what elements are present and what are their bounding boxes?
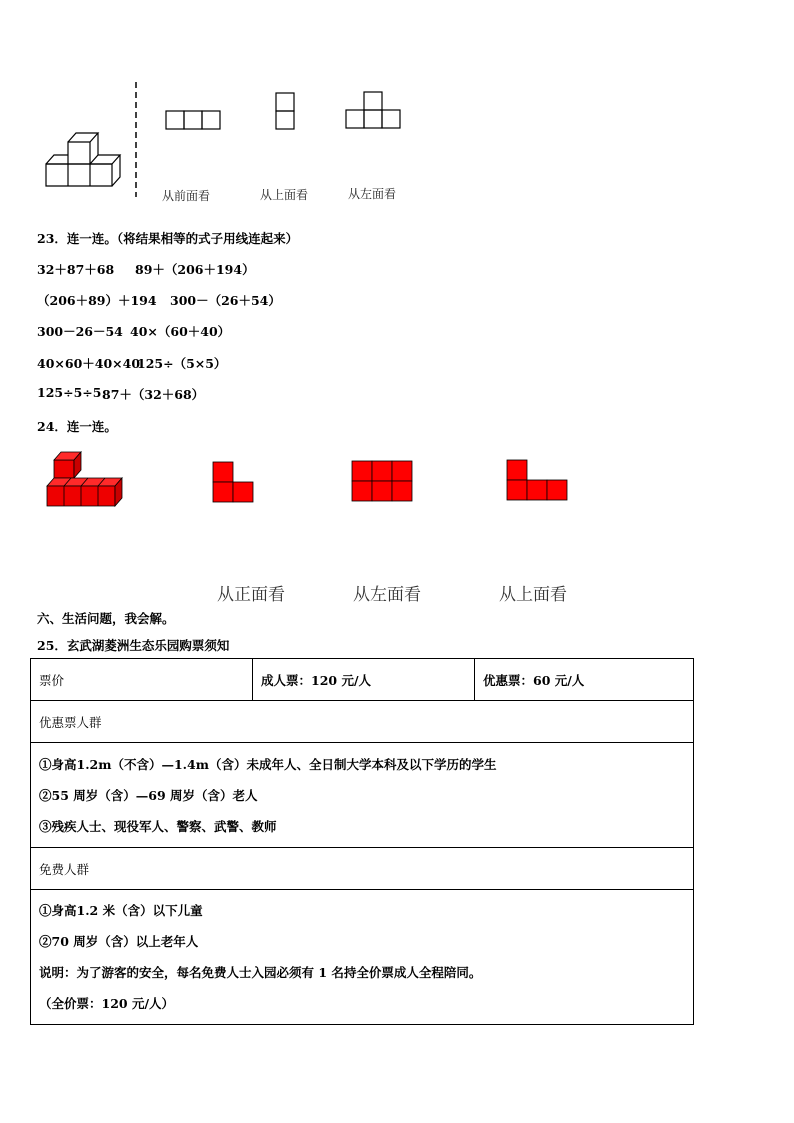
left-view-shape [345,91,403,131]
dashed-divider [133,82,139,197]
q24-label-left: 从左面看 [353,585,421,605]
q23-left-expr: （206＋89）＋194 [37,293,157,308]
discount-item: ①身高1.2m（不含）—1.4m（含）未成年人、全日制大学本科及以下学历的学生 [39,756,497,772]
red-cube-stack [44,448,128,510]
discount-item: ③残疾人士、现役军人、警察、武警、教师 [39,818,277,834]
free-item: ②70 周岁（含）以上老年人 [39,934,199,949]
q23-right-expr: 89＋（206＋194） [135,262,255,277]
ticket-info-table [30,658,694,1025]
discount-header-cell [31,701,694,743]
q22-label-front: 从前面看 [162,189,211,203]
discount-items-row [31,743,694,848]
q24-label-top: 从上面看 [499,585,567,605]
price-label: 票价 [39,672,65,688]
discount-ticket-cell [475,659,694,701]
adult-ticket-cell [253,659,475,701]
discount-item: ②55 周岁（含）—69 周岁（含）老人 [39,787,258,803]
q23-left-expr: 40×60＋40×40 [37,356,141,371]
full-price-note: （全价票：120 元/人） [39,996,175,1011]
q23-right-expr: 300－（26＋54） [170,293,281,308]
free-note: 说明：为了游客的安全，每名免费人士入园必须有 1 名持全价票成人全程陪同。 [39,965,482,980]
free-group-header: 免费人群 [39,861,90,877]
q25-title: 25．玄武湖菱洲生态乐园购票须知 [37,638,230,653]
discount-group-header: 优惠票人群 [39,714,102,730]
adult-ticket: 成人票：120 元/人 [261,672,372,688]
price-row [31,659,694,701]
q23-right-expr: 87＋（32＋68） [102,387,205,402]
q22-label-top: 从上面看 [260,188,309,202]
front-view-shape [165,110,223,132]
free-items-row [31,890,694,1025]
cube-stack-figure [40,125,130,190]
discount-items-cell [31,743,694,848]
section-6-title: 六、生活问题，我会解。 [37,611,175,626]
price-label-cell [31,659,253,701]
q23-right-expr: 40×（60＋40） [130,324,231,339]
discount-ticket: 优惠票：60 元/人 [483,672,585,688]
red-view-shape-1 [212,461,256,503]
red-view-shape-3 [506,459,568,501]
discount-header-row [31,701,694,743]
red-view-shape-2 [351,460,413,502]
q24-title: 24．连一连。 [37,419,117,434]
q23-left-expr: 32＋87＋68 [37,262,115,277]
free-items-cell [31,890,694,1025]
q22-label-left: 从左面看 [348,187,397,201]
free-header-row [31,848,694,890]
top-view-shape [275,92,297,132]
q23-left-expr: 125÷5÷5 [37,385,102,400]
q23-left-expr: 300－26－54 [37,324,123,339]
q23-right-expr: 125÷（5×5） [137,356,227,371]
q24-label-front: 从正面看 [217,585,285,605]
free-header-cell [31,848,694,890]
free-item: ①身高1.2 米（含）以下儿童 [39,903,203,918]
q23-title: 23．连一连。（将结果相等的式子用线连起来） [37,231,299,246]
